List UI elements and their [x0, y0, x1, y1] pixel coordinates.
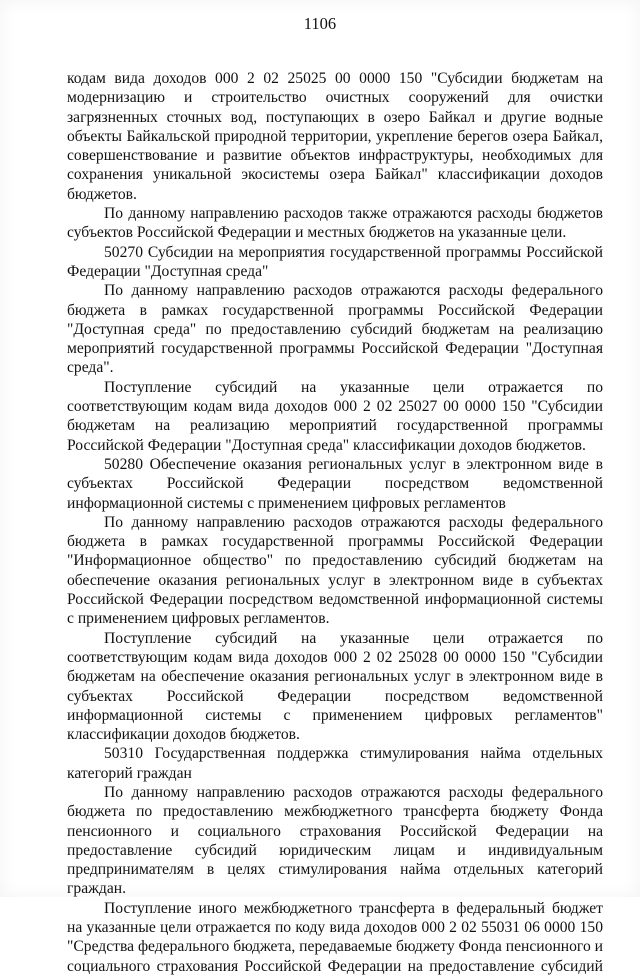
- section-heading: 50280 Обеспечение оказания региональных услуг в электронном виде в субъектах Российской Федерации посредством ведомственной информационной системы с применением цифровых регламентов: [67, 455, 603, 512]
- paragraph: Поступление субсидий на указанные цели отражается по соответствующим кодам вида доходов 000 2 02 25028 00 0000 150 "Субсидии бюджетам на обеспечение оказания региональных услуг в электронном виде в субъектах Российской Федерации посредством ведомственной информационной системы с применением цифровых регламентов" классификации доходов бюджетов.: [67, 629, 603, 744]
- paragraph: По данному направлению расходов отражаются расходы федерального бюджета в рамках государственной программы Российской Федерации "Доступная среда" по предоставлению субсидий бюджетам на реализацию мероприятий государственной программы Российской Федерации "Доступная среда".: [67, 282, 603, 377]
- section-heading: 50310 Государственная поддержка стимулирования найма отдельных категорий граждан: [67, 745, 603, 782]
- paragraph: кодам вида доходов 000 2 02 25025 00 0000 150 "Субсидии бюджетам на модернизацию и строительство очистных сооружений для очистки загрязненных сточных вод, поступающих в озеро Байкал и другие водные объекты Байкальской природной территории, укрепление берегов озера Байкал, совершенствование и развитие объектов инфраструктуры, необходимых для сохранения уникальной экосистемы озера Байкал" классификации доходов бюджетов.: [67, 70, 603, 203]
- paragraph: По данному направлению расходов отражаются расходы федерального бюджета по предоставлению межбюджетного трансферта бюджету Фонда пенсионного и социального страхования Российской Федерации на предоставление субсидий юридическим лицам и индивидуальным предпринимателям в целях стимулирования найма отдельных категорий граждан.: [67, 783, 603, 898]
- paragraph: Поступление субсидий на указанные цели отражается по соответствующим кодам вида доходов 000 2 02 25027 00 0000 150 "Субсидии бюджетам на реализацию мероприятий государственной программы Российской Федерации "Доступная среда" классификации доходов бюджетов.: [67, 378, 603, 454]
- paragraph: По данному направлению расходов отражаются расходы федерального бюджета в рамках государственной программы Российской Федерации "Информационное общество" по предоставлению субсидий бюджетам на обеспечение оказания региональных услуг в электронном виде в субъектах Российской Федерации посредством ведомственной информационной системы с применением цифровых регламентов.: [67, 513, 603, 628]
- document-body: [67, 69, 603, 976]
- paragraph: Поступление иного межбюджетного трансферта в федеральный бюджет на указанные цели отражается по коду вида доходов 000 2 02 55031 06 0000 150 "Средства федерального бюджета, передаваемые бюджету Фонда пенсионного и социального страхования Российской Федерации на предоставление субсидий: [67, 899, 603, 975]
- page-number: 1106: [303, 14, 337, 33]
- section-heading: 50270 Субсидии на мероприятия государственной программы Российской Федерации "Доступная среда": [67, 243, 603, 280]
- paragraph: По данному направлению расходов также отражаются расходы бюджетов субъектов Российской Федерации и местных бюджетов на указанные цели.: [67, 205, 603, 242]
